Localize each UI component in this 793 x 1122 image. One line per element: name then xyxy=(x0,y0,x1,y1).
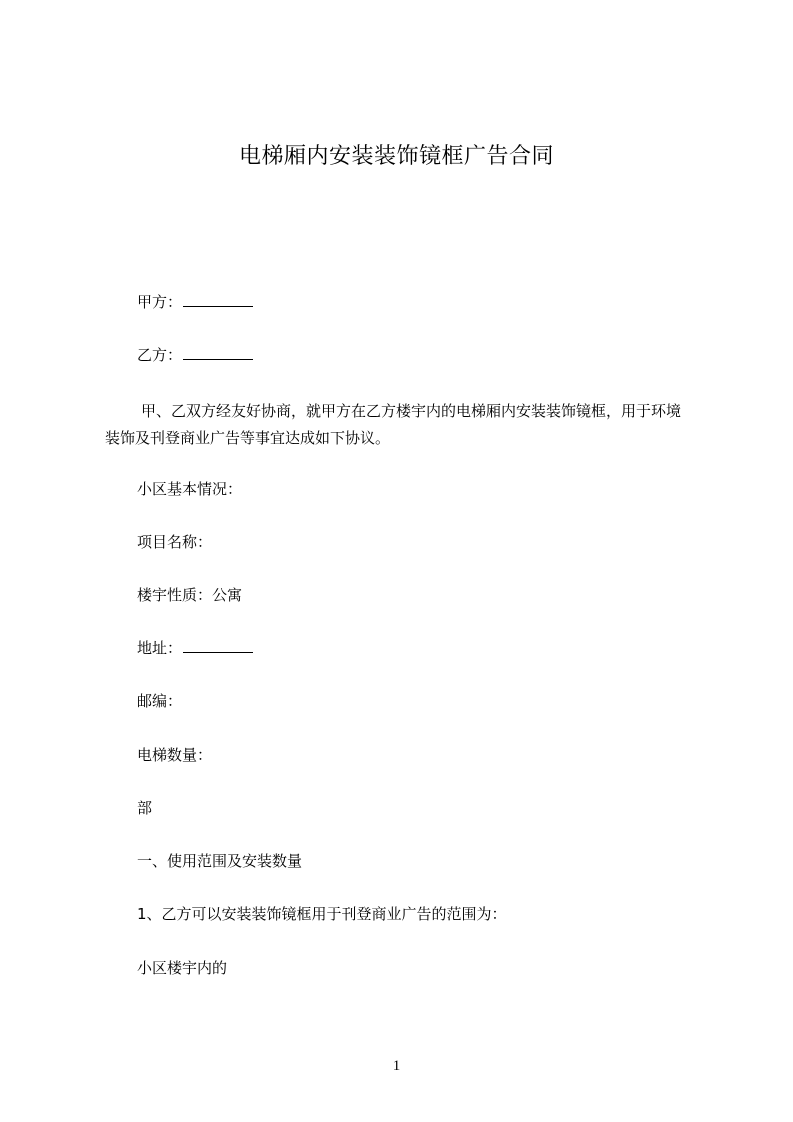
document-title: 电梯厢内安装装饰镜框广告合同 xyxy=(238,144,554,169)
party-b-line xyxy=(137,345,253,365)
address-line xyxy=(137,638,253,658)
elevator-count-label: 电梯数量： xyxy=(137,746,213,764)
project-name-label: 项目名称： xyxy=(137,533,213,551)
section1-heading: 一、使用范围及安装数量 xyxy=(137,852,303,870)
party-a-label: 甲方： xyxy=(137,293,183,311)
party-b-label: 乙方： xyxy=(137,346,183,364)
building-type-label: 楼宇性质： xyxy=(137,586,213,604)
postcode-label: 邮编： xyxy=(137,692,183,710)
party-a-blank xyxy=(183,292,253,307)
party-b-blank xyxy=(183,345,253,360)
intro-paragraph: 甲、乙双方经友好协商，就甲方在乙方楼宇内的电梯厢内安装装饰镜框，用于环境装饰及刊登商业广告等事宜达成如下协议。 xyxy=(105,402,682,447)
page-number: 1 xyxy=(392,1058,401,1074)
building-type-line xyxy=(137,585,242,605)
clause-1: 1、乙方可以安装装饰镜框用于刊登商业广告的范围为： xyxy=(137,905,507,923)
unit-bu: 部 xyxy=(137,799,153,817)
community-info-label: 小区基本情况： xyxy=(137,480,243,498)
building-type-value: 公寓 xyxy=(212,586,243,604)
party-a-line xyxy=(137,292,253,312)
scope-text: 小区楼宇内的 xyxy=(137,959,228,977)
address-blank xyxy=(183,638,253,653)
address-label: 地址： xyxy=(137,639,183,657)
